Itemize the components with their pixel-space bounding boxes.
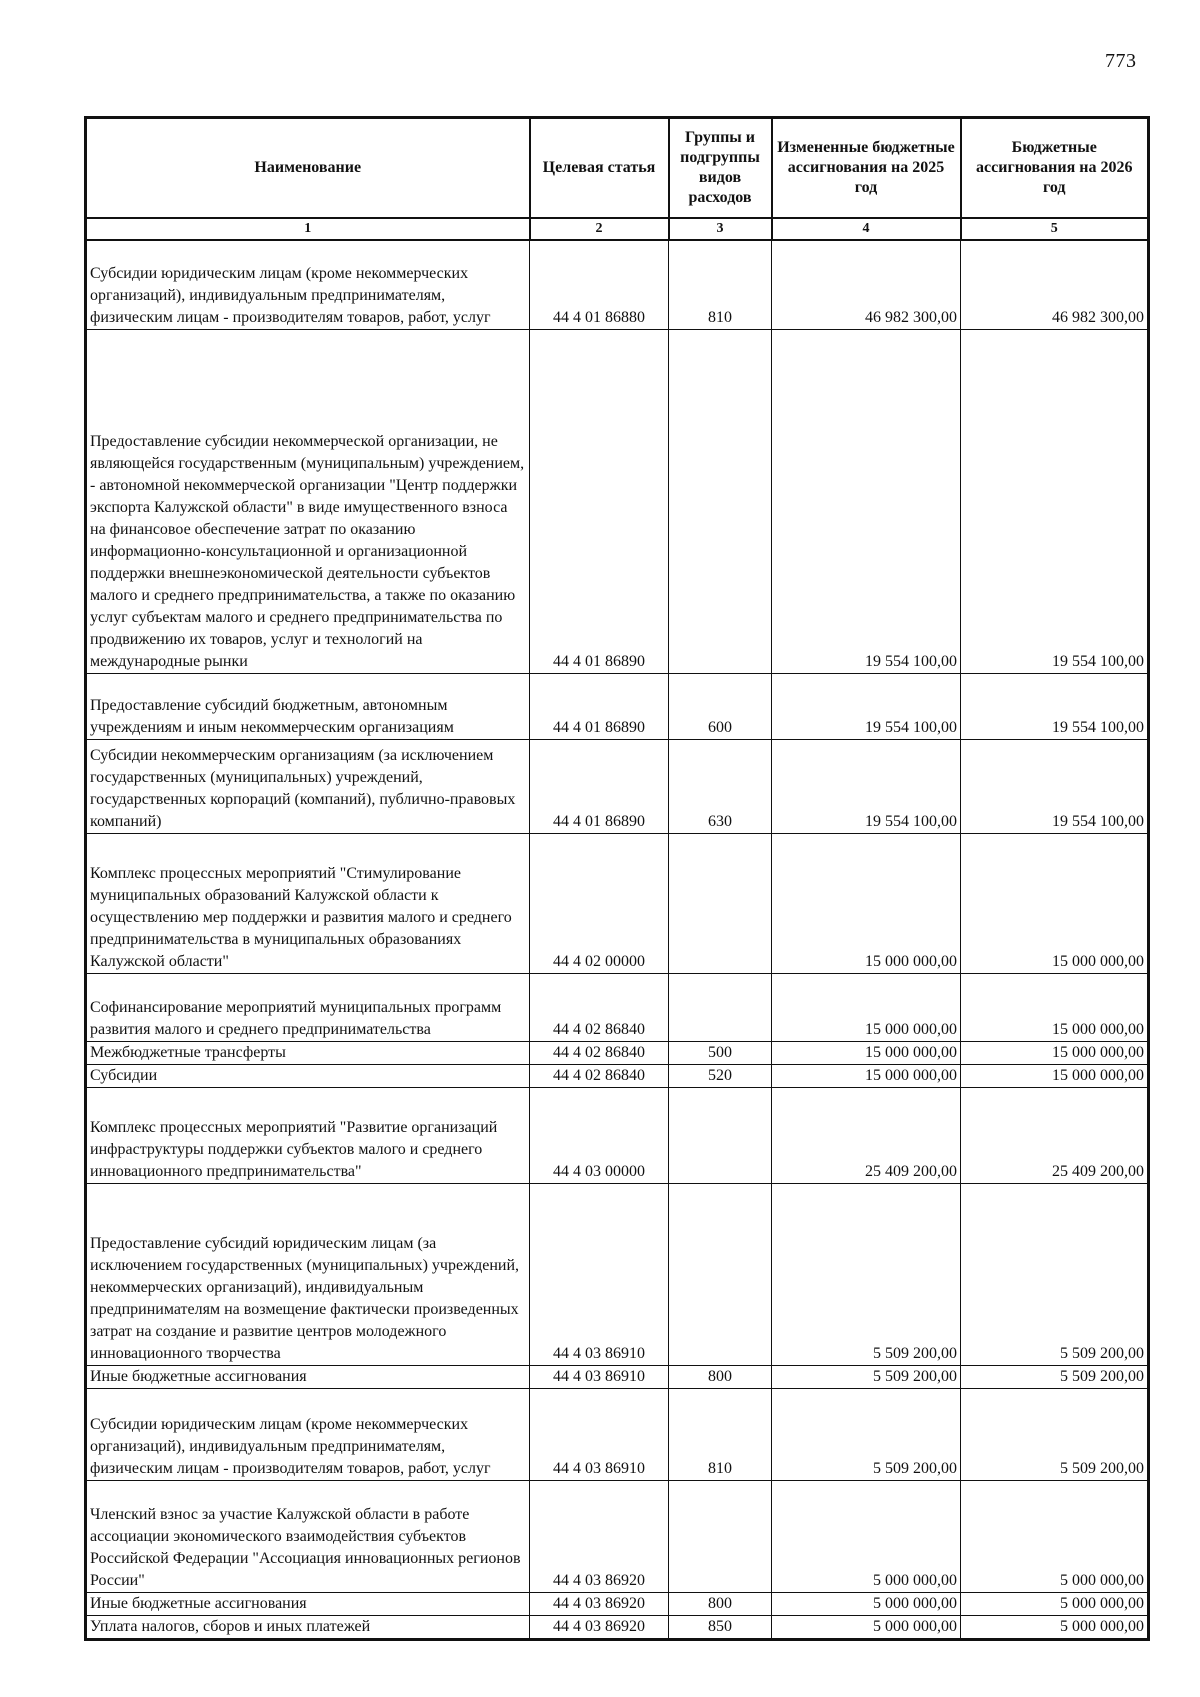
row-expense-group (669, 330, 772, 674)
table-row (86, 330, 1149, 674)
row-name: Субсидии некоммерческим организациям (за исключением государственных (муниципальных) учреждений, государственных корпораций (компаний), публично-правовых компаний) (86, 740, 530, 834)
row-expense-group: 520 (669, 1065, 772, 1088)
row-name: Межбюджетные трансферты (86, 1042, 530, 1065)
row-amount-2025: 19 554 100,00 (772, 674, 961, 740)
page-number: 773 (1105, 50, 1137, 72)
row-expense-group (669, 1184, 772, 1366)
table-row (86, 1593, 1149, 1616)
table-row (86, 240, 1149, 330)
row-expense-group (669, 1481, 772, 1593)
row-target-code: 44 4 02 86840 (530, 974, 669, 1042)
row-amount-2026: 15 000 000,00 (961, 1042, 1149, 1065)
row-expense-group (669, 1088, 772, 1184)
header-target-article: Целевая статья (530, 118, 669, 218)
row-amount-2026: 15 000 000,00 (961, 834, 1149, 974)
row-expense-group: 800 (669, 1593, 772, 1616)
row-amount-2025: 25 409 200,00 (772, 1088, 961, 1184)
column-number: 1 (86, 218, 530, 240)
row-name: Предоставление субсидии некоммерческой организации, не являющейся государственным (муниципальным) учреждением, - автономной некоммерческой организации "Центр поддержки экспорта Калужской области" в виде имущественного взноса на финансовое обеспечение затрат по оказанию информационно-консультационной и организационной поддержки внешнеэкономической деятельности субъектов малого и среднего предпринимательства, а также по оказанию услуг субъектам малого и среднего предпринимательства по продвижению их товаров, услуг и технологий на международные рынки (86, 330, 530, 674)
row-expense-group: 630 (669, 740, 772, 834)
row-name: Иные бюджетные ассигнования (86, 1366, 530, 1389)
row-target-code: 44 4 03 00000 (530, 1088, 669, 1184)
row-amount-2026: 5 000 000,00 (961, 1616, 1149, 1640)
table-row (86, 740, 1149, 834)
row-expense-group: 850 (669, 1616, 772, 1640)
row-amount-2025: 5 000 000,00 (772, 1593, 961, 1616)
row-name: Уплата налогов, сборов и иных платежей (86, 1616, 530, 1640)
budget-table (84, 116, 1150, 1641)
table-row (86, 1616, 1149, 1640)
row-amount-2026: 5 000 000,00 (961, 1481, 1149, 1593)
row-amount-2025: 15 000 000,00 (772, 1065, 961, 1088)
row-target-code: 44 4 01 86890 (530, 740, 669, 834)
column-number: 4 (772, 218, 961, 240)
row-target-code: 44 4 01 86890 (530, 330, 669, 674)
row-amount-2026: 25 409 200,00 (961, 1088, 1149, 1184)
table-row (86, 1389, 1149, 1481)
row-name: Предоставление субсидий бюджетным, автономным учреждениям и иным некоммерческим организациям (86, 674, 530, 740)
row-amount-2026: 19 554 100,00 (961, 740, 1149, 834)
row-name: Членский взнос за участие Калужской области в работе ассоциации экономического взаимодействия субъектов Российской Федерации "Ассоциация инновационных регионов России" (86, 1481, 530, 1593)
row-expense-group: 500 (669, 1042, 772, 1065)
row-expense-group: 600 (669, 674, 772, 740)
row-amount-2025: 5 000 000,00 (772, 1616, 961, 1640)
row-amount-2026: 15 000 000,00 (961, 1065, 1149, 1088)
row-target-code: 44 4 03 86910 (530, 1184, 669, 1366)
row-target-code: 44 4 03 86920 (530, 1481, 669, 1593)
row-target-code: 44 4 03 86920 (530, 1593, 669, 1616)
row-amount-2026: 5 000 000,00 (961, 1593, 1149, 1616)
table-row (86, 1042, 1149, 1065)
row-expense-group (669, 974, 772, 1042)
row-amount-2025: 5 509 200,00 (772, 1184, 961, 1366)
row-target-code: 44 4 01 86880 (530, 240, 669, 330)
row-name: Иные бюджетные ассигнования (86, 1593, 530, 1616)
row-expense-group: 810 (669, 1389, 772, 1481)
row-amount-2025: 15 000 000,00 (772, 834, 961, 974)
row-name: Комплекс процессных мероприятий "Стимулирование муниципальных образований Калужской области к осуществлению мер поддержки и развития малого и среднего предпринимательства в муниципальных образованиях Калужской области" (86, 834, 530, 974)
column-number: 5 (961, 218, 1149, 240)
header-amount-2025: Измененные бюджетные ассигнования на 2025 год (772, 118, 961, 218)
row-amount-2025: 19 554 100,00 (772, 330, 961, 674)
row-amount-2026: 19 554 100,00 (961, 674, 1149, 740)
row-amount-2026: 5 509 200,00 (961, 1184, 1149, 1366)
row-amount-2026: 19 554 100,00 (961, 330, 1149, 674)
row-amount-2025: 5 509 200,00 (772, 1366, 961, 1389)
row-amount-2026: 15 000 000,00 (961, 974, 1149, 1042)
table-row (86, 1184, 1149, 1366)
row-name: Субсидии юридическим лицам (кроме некоммерческих организаций), индивидуальным предпринимателям, физическим лицам - производителям товаров, работ, услуг (86, 240, 530, 330)
row-amount-2026: 5 509 200,00 (961, 1366, 1149, 1389)
row-name: Софинансирование мероприятий муниципальных программ развития малого и среднего предпринимательства (86, 974, 530, 1042)
table-row (86, 1065, 1149, 1088)
header-name: Наименование (86, 118, 530, 218)
row-amount-2025: 19 554 100,00 (772, 740, 961, 834)
row-name: Субсидии юридическим лицам (кроме некоммерческих организаций), индивидуальным предпринимателям, физическим лицам - производителям товаров, работ, услуг (86, 1389, 530, 1481)
row-expense-group (669, 834, 772, 974)
row-target-code: 44 4 02 86840 (530, 1042, 669, 1065)
header-amount-2026: Бюджетные ассигнования на 2026 год (961, 118, 1149, 218)
row-expense-group: 810 (669, 240, 772, 330)
row-target-code: 44 4 02 86840 (530, 1065, 669, 1088)
table-row (86, 674, 1149, 740)
row-amount-2025: 5 509 200,00 (772, 1389, 961, 1481)
row-amount-2025: 15 000 000,00 (772, 974, 961, 1042)
row-target-code: 44 4 03 86910 (530, 1389, 669, 1481)
row-target-code: 44 4 01 86890 (530, 674, 669, 740)
column-number: 2 (530, 218, 669, 240)
table-row (86, 974, 1149, 1042)
row-target-code: 44 4 03 86920 (530, 1616, 669, 1640)
row-amount-2025: 5 000 000,00 (772, 1481, 961, 1593)
row-target-code: 44 4 03 86910 (530, 1366, 669, 1389)
row-amount-2026: 46 982 300,00 (961, 240, 1149, 330)
table-row (86, 1088, 1149, 1184)
row-amount-2025: 15 000 000,00 (772, 1042, 961, 1065)
row-name: Предоставление субсидий юридическим лицам (за исключением государственных (муниципальных) учреждений, некоммерческих организаций), индивидуальным предпринимателям на возмещение фактически произведенных затрат на создание и развитие центров молодежного инновационного творчества (86, 1184, 530, 1366)
header-expense-groups: Группы и подгруппы видов расходов (669, 118, 772, 218)
row-amount-2025: 46 982 300,00 (772, 240, 961, 330)
column-number: 3 (669, 218, 772, 240)
row-expense-group: 800 (669, 1366, 772, 1389)
column-number-row (86, 218, 1149, 240)
table-row (86, 1366, 1149, 1389)
row-name: Комплекс процессных мероприятий "Развитие организаций инфраструктуры поддержки субъектов малого и среднего инновационного предпринимательства" (86, 1088, 530, 1184)
row-amount-2026: 5 509 200,00 (961, 1389, 1149, 1481)
row-target-code: 44 4 02 00000 (530, 834, 669, 974)
row-name: Субсидии (86, 1065, 530, 1088)
table-row (86, 834, 1149, 974)
header-row (86, 118, 1149, 218)
table-row (86, 1481, 1149, 1593)
